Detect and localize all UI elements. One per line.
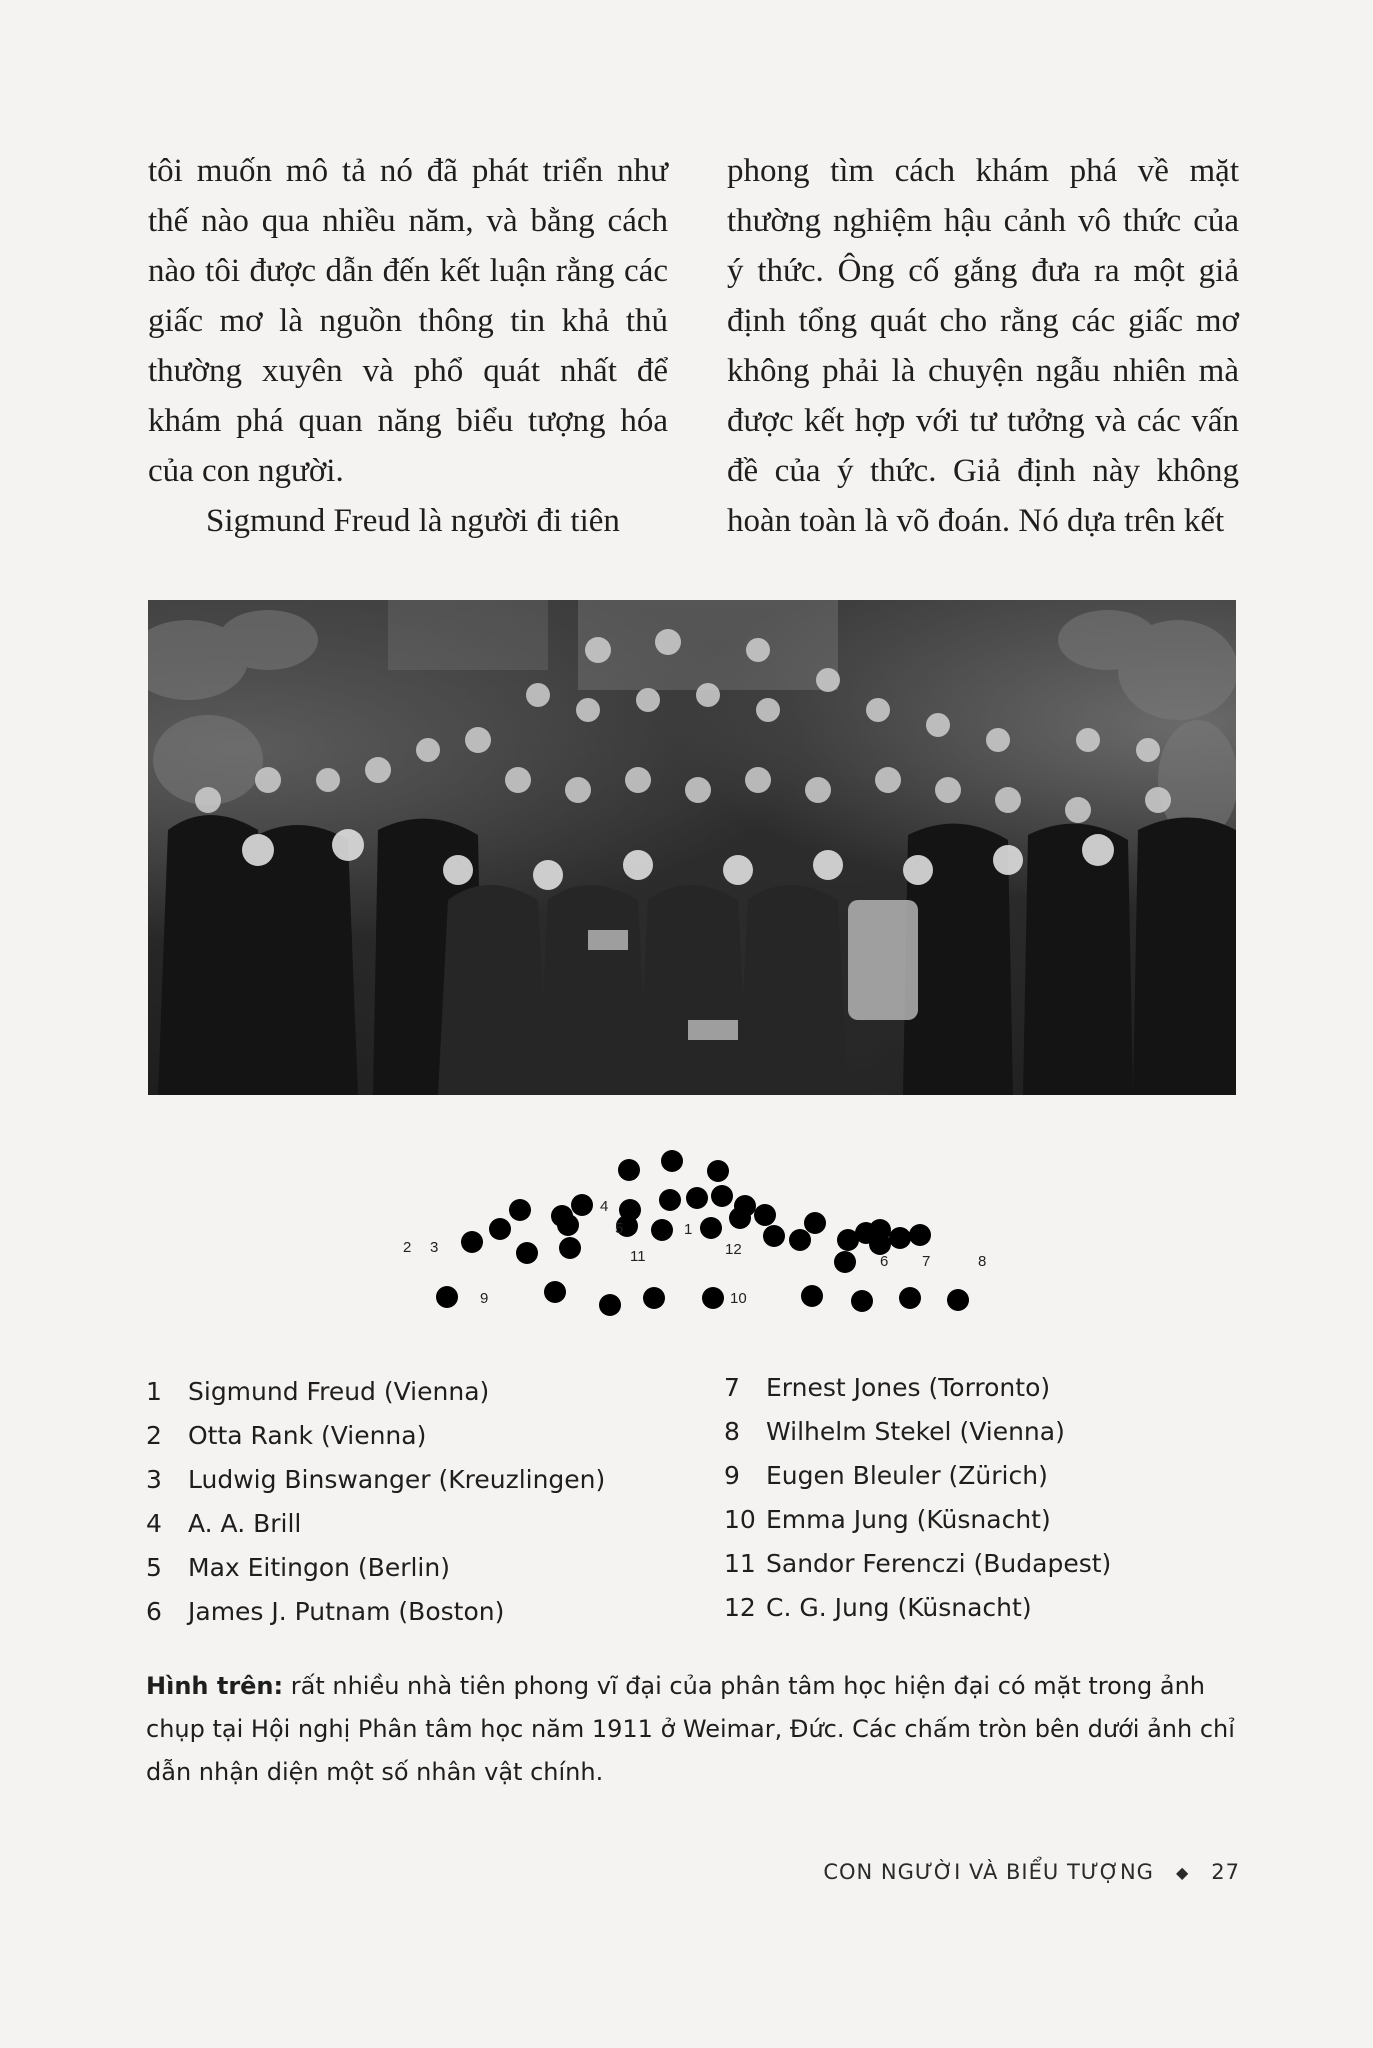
dot xyxy=(618,1159,640,1181)
bullet-icon: ◆ xyxy=(1175,1862,1190,1882)
dot xyxy=(851,1290,873,1312)
dot xyxy=(889,1227,911,1249)
running-title: CON NGƯỜI VÀ BIỂU TƯỢNG xyxy=(823,1860,1154,1884)
legend-name: Ludwig Binswanger (Kreuzlingen) xyxy=(188,1465,606,1494)
dot-label-6: 6 xyxy=(880,1253,889,1270)
dot-label-12: 12 xyxy=(725,1241,742,1258)
legend-number: 1 xyxy=(146,1377,162,1406)
dot xyxy=(436,1286,458,1308)
figure-caption xyxy=(146,1665,1246,1794)
legend-name: Sigmund Freud (Vienna) xyxy=(188,1377,490,1406)
left-text-column xyxy=(148,146,668,546)
right-text-column xyxy=(727,146,1239,546)
dot xyxy=(789,1229,811,1251)
legend-number: 3 xyxy=(146,1465,162,1494)
legend-number: 4 xyxy=(146,1509,162,1538)
legend-item xyxy=(146,1370,605,1414)
dot xyxy=(643,1287,665,1309)
caption-text: rất nhiều nhà tiên phong vĩ đại của phân tâm học hiện đại có mặt trong ảnh chụp tại Hội nghị Phân tâm học năm 1911 ở Weimar, Đức. Các chấm tròn bên dưới ảnh chỉ dẫn nhận diện một số nhân vật chính. xyxy=(146,1672,1235,1786)
legend-item xyxy=(146,1590,605,1634)
dot xyxy=(509,1199,531,1221)
identification-dot-diagram xyxy=(0,1130,1373,1330)
dot xyxy=(754,1204,776,1226)
dot-label-7: 7 xyxy=(922,1253,931,1270)
legend-name: Emma Jung (Küsnacht) xyxy=(766,1505,1051,1534)
dot xyxy=(659,1189,681,1211)
dot-label-4: 4 xyxy=(600,1198,609,1215)
dot xyxy=(599,1294,621,1316)
dot xyxy=(651,1219,673,1241)
legend-name: C. G. Jung (Küsnacht) xyxy=(766,1593,1032,1622)
legend-name: Max Eitingon (Berlin) xyxy=(188,1553,450,1582)
legend-item xyxy=(724,1366,1111,1410)
legend-item xyxy=(724,1542,1111,1586)
page-number: 27 xyxy=(1211,1860,1240,1884)
left-paragraph-continued: tôi muốn mô tả nó đã phát triển như thế nào qua nhiều năm, và bằng cách nào tôi được dẫn đến kết luận rằng các giấc mơ là nguồn thông tin khả thủ thường xuyên và phổ quát nhất để khám phá quan năng biểu tượng hóa của con người. xyxy=(148,153,668,489)
dot xyxy=(899,1287,921,1309)
identification-dots xyxy=(436,1150,969,1316)
dot xyxy=(559,1237,581,1259)
legend-item xyxy=(146,1546,605,1590)
legend-number: 7 xyxy=(724,1373,740,1402)
legend-item xyxy=(146,1502,605,1546)
dot xyxy=(869,1233,891,1255)
legend-number: 11 xyxy=(724,1549,756,1578)
legend-number: 12 xyxy=(724,1593,756,1622)
caption-label: Hình trên: xyxy=(146,1672,284,1700)
dot xyxy=(909,1224,931,1246)
legend-name: James J. Putnam (Boston) xyxy=(188,1597,505,1626)
dot xyxy=(834,1251,856,1273)
dot xyxy=(516,1242,538,1264)
legend-number: 6 xyxy=(146,1597,162,1626)
right-paragraph: phong tìm cách khám phá về mặt thường nghiệm hậu cảnh vô thức của ý thức. Ông cố gắng đưa ra một giả định tổng quát cho rằng các giấc mơ không phải là chuyện ngẫu nhiên mà được kết hợp với tư tưởng và các vấn đề của ý thức. Giả định này không hoàn toàn là võ đoán. Nó dựa trên kết xyxy=(727,153,1239,539)
dot xyxy=(700,1217,722,1239)
dot xyxy=(763,1225,785,1247)
legend-name: Sandor Ferenczi (Budapest) xyxy=(766,1549,1112,1578)
dot-label-3: 3 xyxy=(430,1239,439,1256)
dot xyxy=(801,1285,823,1307)
legend-item xyxy=(146,1414,605,1458)
legend-left xyxy=(146,1370,605,1634)
left-paragraph-freud: Sigmund Freud là người đi tiên xyxy=(206,503,620,539)
dot-label-5: 5 xyxy=(615,1220,624,1237)
legend-number: 9 xyxy=(724,1461,740,1490)
dot xyxy=(489,1218,511,1240)
group-photograph xyxy=(148,600,1236,1095)
dot-label-8: 8 xyxy=(978,1253,987,1270)
dot-label-9: 9 xyxy=(480,1290,489,1307)
legend-name: A. A. Brill xyxy=(188,1509,302,1538)
legend-right xyxy=(724,1366,1111,1630)
dot xyxy=(702,1287,724,1309)
legend-name: Otta Rank (Vienna) xyxy=(188,1421,427,1450)
dot xyxy=(686,1187,708,1209)
dot xyxy=(661,1150,683,1172)
dot xyxy=(711,1185,733,1207)
legend-name: Wilhelm Stekel (Vienna) xyxy=(766,1417,1065,1446)
dot-label-10: 10 xyxy=(730,1290,747,1307)
legend-name: Ernest Jones (Torronto) xyxy=(766,1373,1051,1402)
dot xyxy=(571,1194,593,1216)
legend-item xyxy=(724,1410,1111,1454)
dot xyxy=(557,1214,579,1236)
dot xyxy=(461,1231,483,1253)
dot xyxy=(707,1160,729,1182)
legend-number: 8 xyxy=(724,1417,740,1446)
dot-label-2: 2 xyxy=(403,1239,412,1256)
legend-item xyxy=(724,1586,1111,1630)
dot xyxy=(729,1207,751,1229)
legend-item xyxy=(724,1498,1111,1542)
dot xyxy=(947,1289,969,1311)
legend-number: 5 xyxy=(146,1553,162,1582)
dot-label-11: 11 xyxy=(630,1248,646,1265)
dot-label-1: 1 xyxy=(684,1221,693,1238)
legend-item xyxy=(146,1458,605,1502)
legend-name: Eugen Bleuler (Zürich) xyxy=(766,1461,1048,1490)
legend-item xyxy=(724,1454,1111,1498)
dot xyxy=(544,1281,566,1303)
page-footer xyxy=(823,1860,1240,1884)
legend-number: 2 xyxy=(146,1421,162,1450)
group-photo-illustration xyxy=(148,600,1236,1095)
legend-number: 10 xyxy=(724,1505,756,1534)
dot xyxy=(804,1212,826,1234)
